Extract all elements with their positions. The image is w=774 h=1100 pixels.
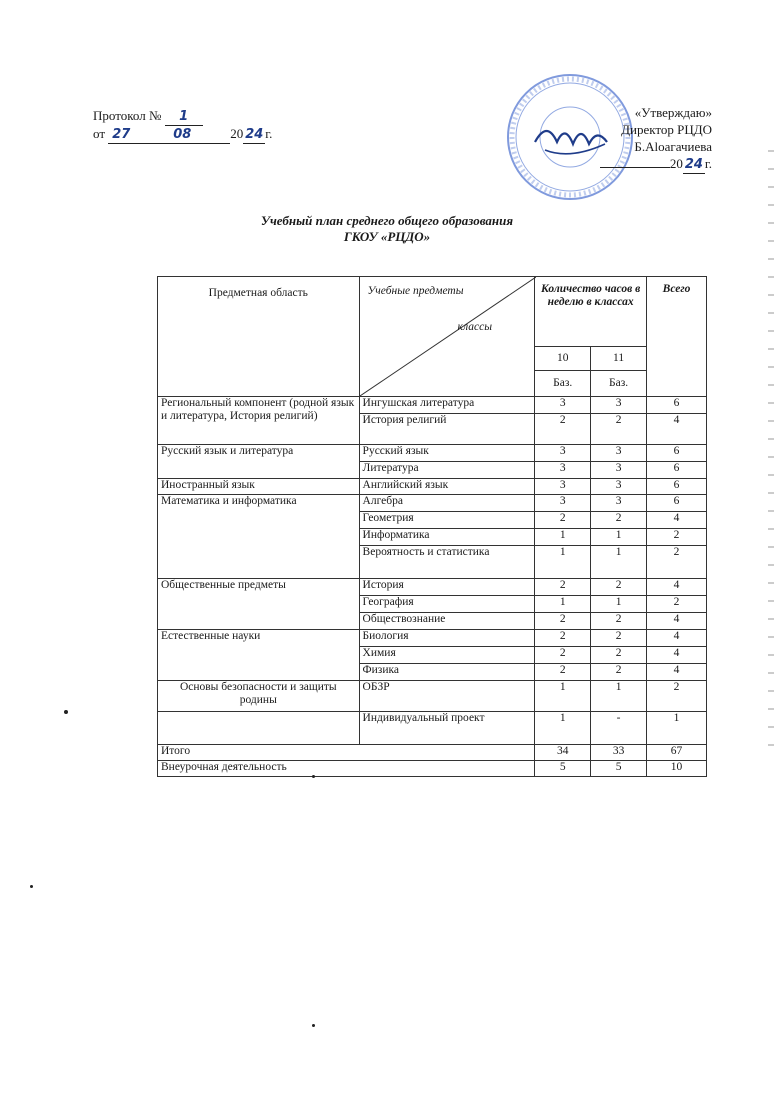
scan-speck (30, 885, 33, 888)
protocol-year-prefix: 20 (230, 126, 244, 141)
subject-area: Основы безопасности и защиты родины (158, 681, 360, 712)
subject-name: Вероятность и статистика (359, 546, 535, 579)
extracurricular-row-total: 10 (647, 761, 707, 777)
table-row (158, 579, 707, 596)
hours-grade-11: 2 (591, 414, 647, 445)
protocol-number: 1 (165, 109, 203, 126)
scan-speck (312, 775, 315, 778)
subject-name: История религий (359, 414, 535, 445)
title-line-1: Учебный план среднего общего образования (260, 213, 514, 228)
hours-grade-11: 2 (591, 613, 647, 630)
header-subjects-classes (359, 277, 535, 397)
hours-grade-10: 2 (535, 613, 591, 630)
hours-total: 6 (647, 397, 707, 414)
hours-grade-11: 1 (591, 681, 647, 712)
hours-grade-11: 3 (591, 397, 647, 414)
approval-name: Б.Аloaгачиева (634, 139, 712, 154)
hours-total: 2 (647, 546, 707, 579)
protocol-year-end: г. (265, 126, 273, 141)
hours-grade-10: 3 (535, 445, 591, 462)
protocol-day: 27 (108, 127, 134, 144)
table-row (158, 495, 707, 512)
approval-year-end: г. (704, 156, 712, 171)
scan-speck (64, 710, 68, 714)
subject-name: ОБЗР (359, 681, 535, 712)
subject-area: Русский язык и литература (158, 445, 360, 479)
hours-grade-11: 2 (591, 664, 647, 681)
protocol-label: Протокол № (93, 108, 162, 123)
header-hours: Количество часов в неделю в классах (535, 277, 647, 347)
table-row (158, 445, 707, 462)
header-classes: классы (457, 321, 493, 333)
table-row (158, 712, 707, 745)
hours-total: 2 (647, 681, 707, 712)
subject-name: Физика (359, 664, 535, 681)
hours-grade-11: 1 (591, 529, 647, 546)
hours-grade-10: 3 (535, 462, 591, 479)
protocol-date-prefix: от (93, 126, 106, 141)
header-level-10: Баз. (535, 370, 591, 396)
hours-grade-10: 2 (535, 647, 591, 664)
itogo-row-grade-10: 34 (535, 745, 591, 761)
header-grade-10: 10 (535, 346, 591, 370)
hours-grade-10: 1 (535, 712, 591, 745)
subject-name: Ингушская литература (359, 397, 535, 414)
subject-name: Литература (359, 462, 535, 479)
approval-year-prefix: 20 (669, 156, 683, 171)
approval-block (600, 104, 712, 174)
hours-total: 4 (647, 613, 707, 630)
header-subjects: Учебные предметы (367, 285, 464, 297)
hours-grade-10: 2 (535, 512, 591, 529)
subject-name: Алгебра (359, 495, 535, 512)
subject-area: Естественные науки (158, 630, 360, 681)
protocol-number-line (93, 108, 272, 126)
extracurricular-row (158, 761, 707, 777)
protocol-year: 24 (245, 127, 264, 142)
table-row (158, 479, 707, 495)
approval-heading: «Утверждаю» (634, 105, 712, 120)
table-row (158, 681, 707, 712)
hours-grade-11: 1 (591, 546, 647, 579)
hours-grade-11: - (591, 712, 647, 745)
hours-total: 6 (647, 479, 707, 495)
subject-area: Математика и информатика (158, 495, 360, 579)
subject-name: Русский язык (359, 445, 535, 462)
header-total: Всего (647, 277, 707, 397)
table-row (158, 397, 707, 414)
hours-grade-10: 1 (535, 596, 591, 613)
hours-grade-10: 1 (535, 546, 591, 579)
hours-total: 6 (647, 495, 707, 512)
hours-total: 4 (647, 579, 707, 596)
hours-grade-11: 3 (591, 445, 647, 462)
approval-position: Директор РЦДО (621, 122, 712, 137)
hours-total: 6 (647, 445, 707, 462)
hours-total: 4 (647, 630, 707, 647)
hours-grade-11: 2 (591, 512, 647, 529)
hours-grade-10: 2 (535, 414, 591, 445)
approval-date-line (600, 155, 712, 174)
hours-grade-10: 1 (535, 681, 591, 712)
hours-grade-11: 3 (591, 495, 647, 512)
approval-year: 24 (684, 157, 703, 172)
subject-name: Биология (359, 630, 535, 647)
subject-name: Индивидуальный проект (359, 712, 535, 745)
itogo-row (158, 745, 707, 761)
subject-name: Геометрия (359, 512, 535, 529)
subject-name: Химия (359, 647, 535, 664)
scan-speck (312, 1024, 315, 1027)
hours-grade-10: 1 (535, 529, 591, 546)
hours-grade-10: 2 (535, 664, 591, 681)
hours-total: 2 (647, 596, 707, 613)
table-header-row (158, 277, 707, 347)
extracurricular-row-label: Внеурочная деятельность (158, 761, 535, 777)
extracurricular-row-grade-11: 5 (591, 761, 647, 777)
subject-name: География (359, 596, 535, 613)
hours-total: 2 (647, 529, 707, 546)
hours-total: 4 (647, 512, 707, 529)
hours-total: 6 (647, 462, 707, 479)
hours-grade-11: 3 (591, 479, 647, 495)
subject-name: Обществознание (359, 613, 535, 630)
itogo-row-total: 67 (647, 745, 707, 761)
subject-area (158, 712, 360, 745)
subject-area: Общественные предметы (158, 579, 360, 630)
itogo-row-grade-11: 33 (591, 745, 647, 761)
table-row (158, 630, 707, 647)
hours-grade-10: 3 (535, 479, 591, 495)
hours-grade-10: 2 (535, 630, 591, 647)
subject-area: Иностранный язык (158, 479, 360, 495)
document-title (0, 213, 774, 245)
itogo-row-label: Итого (158, 745, 535, 761)
hours-grade-11: 2 (591, 579, 647, 596)
extracurricular-row-grade-10: 5 (535, 761, 591, 777)
hours-grade-11: 2 (591, 630, 647, 647)
header-area: Предметная область (158, 277, 360, 397)
subject-name: Информатика (359, 529, 535, 546)
hours-grade-10: 2 (535, 579, 591, 596)
hours-total: 4 (647, 414, 707, 445)
header-level-11: Баз. (591, 370, 647, 396)
hours-total: 4 (647, 647, 707, 664)
approval-date-blank (600, 167, 670, 168)
hours-total: 1 (647, 712, 707, 745)
hours-grade-11: 1 (591, 596, 647, 613)
hours-grade-10: 3 (535, 397, 591, 414)
title-line-2: ГКОУ «РЦДО» (343, 229, 431, 244)
protocol-month: 08 (134, 127, 230, 144)
hours-grade-11: 2 (591, 647, 647, 664)
protocol-block (93, 108, 272, 144)
subject-name: Английский язык (359, 479, 535, 495)
subject-area: Региональный компонент (родной язык и литература, История религий) (158, 397, 360, 445)
curriculum-table (157, 276, 707, 777)
hours-grade-10: 3 (535, 495, 591, 512)
hours-grade-11: 3 (591, 462, 647, 479)
header-grade-11: 11 (591, 346, 647, 370)
subject-name: История (359, 579, 535, 596)
protocol-date-line (93, 126, 272, 144)
hours-total: 4 (647, 664, 707, 681)
